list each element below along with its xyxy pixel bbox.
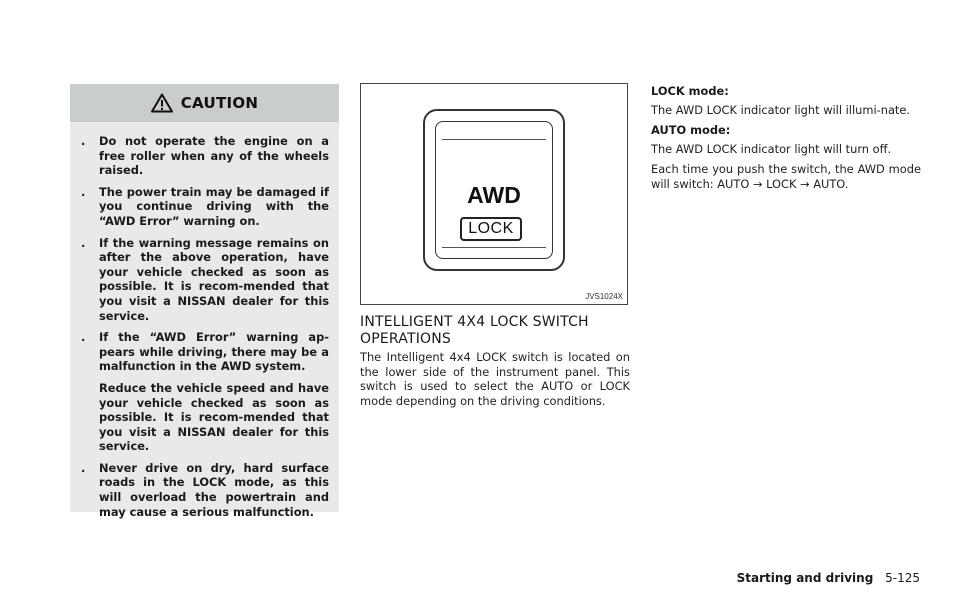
- page-footer: [737, 571, 920, 585]
- caution-item-text: If the warning message remains on after the above operation, have your vehicle checked as soon as possible. It is recom-mended that you visit a NISSAN dealer for this service.: [99, 235, 329, 323]
- caution-item: [80, 461, 329, 519]
- lock-mode-text: The AWD LOCK indicator light will illumi-nate.: [651, 102, 911, 117]
- figure-id: JVS1024X: [585, 292, 623, 301]
- switch-bottom-line: [442, 247, 546, 248]
- warning-triangle-icon: [151, 93, 173, 113]
- bullet: .: [81, 184, 86, 199]
- bullet: .: [81, 235, 86, 250]
- caution-item: [80, 134, 329, 178]
- mode-cycle-text: Each time you push the switch, the AWD mode will switch: AUTO → LOCK → AUTO.: [651, 162, 921, 191]
- caution-list: [70, 122, 339, 519]
- switch-button: [435, 121, 553, 259]
- lock-mode-label: LOCK mode:: [651, 84, 729, 98]
- caution-item-subtext: Reduce the vehicle speed and have your vehicle checked as soon as possible. It is recom-mended that you visit a NISSAN dealer for this service.: [99, 380, 329, 454]
- caution-item-text: Do not operate the engine on a free roller when any of the wheels raised.: [99, 134, 329, 178]
- caution-header: [70, 84, 339, 122]
- footer-section: Starting and driving: [736, 571, 874, 585]
- switch-housing: [423, 109, 565, 271]
- bullet: .: [81, 134, 86, 148]
- section-body: The Intelligent 4x4 LOCK switch is located on the lower side of the instrument panel. This switch is used to select the AUTO or LOCK mode depending on the driving conditions.: [360, 350, 630, 408]
- mode-descriptions: [651, 84, 921, 198]
- caution-box: [70, 84, 339, 519]
- awd-label: AWD: [467, 182, 521, 208]
- caution-item: [80, 330, 329, 454]
- caution-item: [80, 185, 329, 229]
- bullet: .: [81, 460, 86, 475]
- switch-top-line: [442, 139, 546, 140]
- auto-mode-text: The AWD LOCK indicator light will turn off.: [651, 141, 892, 156]
- caution-item-text: Never drive on dry, hard surface roads in the LOCK mode, as this will overload the powertrain and may cause a serious malfunction.: [99, 460, 329, 519]
- caution-item-text: If the “AWD Error” warning ap-pears while driving, there may be a malfunction in the AWD system.: [99, 330, 329, 374]
- section-heading: INTELLIGENT 4X4 LOCK SWITCH OPERATIONS: [360, 314, 589, 347]
- caution-item-text: The power train may be damaged if you continue driving with the “AWD Error” warning on.: [99, 184, 329, 228]
- caution-title: CAUTION: [180, 94, 259, 112]
- awd-lock-switch-figure: [360, 83, 628, 305]
- bullet: .: [81, 330, 86, 345]
- caution-item: [80, 236, 329, 324]
- auto-mode-label: AUTO mode:: [651, 123, 731, 138]
- lock-indicator: LOCK: [460, 217, 522, 241]
- page-number: 5-125: [885, 571, 920, 585]
